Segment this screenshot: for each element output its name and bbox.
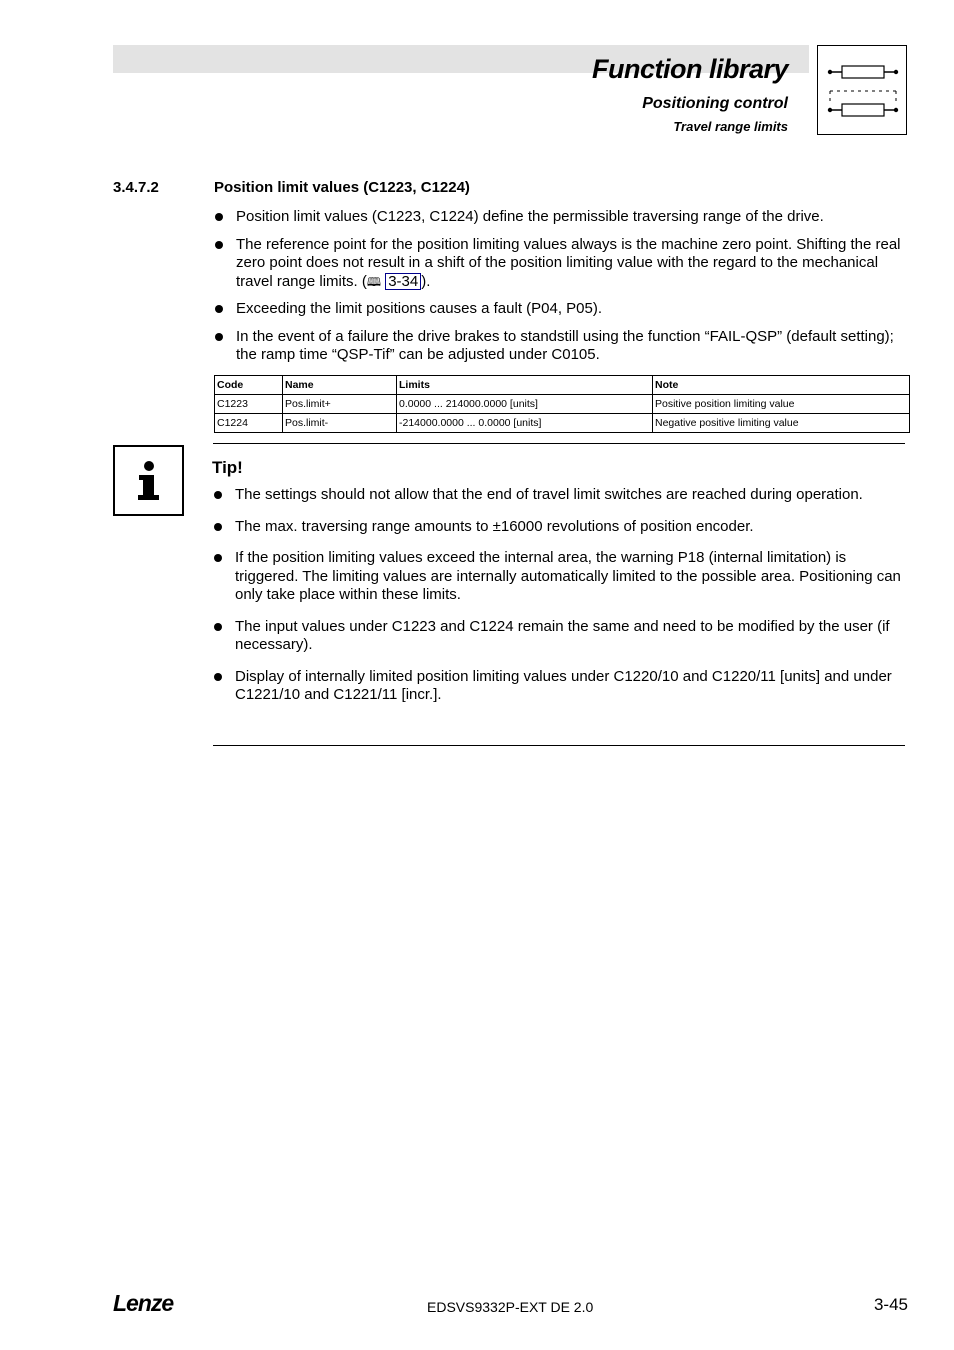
list-item: The settings should not allow that the end of travel limit switches are reached during operation. xyxy=(213,486,905,505)
page-subtitle: Positioning control xyxy=(642,95,788,112)
book-icon: 🕮 xyxy=(366,274,382,289)
list-item: Position limit values (C1223, C1224) define the permissible traversing range of the drive. xyxy=(214,208,904,227)
table-cell: Positive position limiting value xyxy=(653,395,910,414)
section-bullet-list xyxy=(214,208,904,374)
cross-reference-link[interactable]: 3-34 xyxy=(385,273,421,290)
column-header: Limits xyxy=(397,376,653,395)
document-id: EDSVS9332P-EXT DE 2.0 xyxy=(427,1299,594,1315)
table-cell: Pos.limit- xyxy=(283,414,397,433)
column-header: Note xyxy=(653,376,910,395)
tip-top-divider xyxy=(213,443,905,444)
list-item: The max. traversing range amounts to ±16000 revolutions of position encoder. xyxy=(213,518,905,537)
section-title: Position limit values (C1223, C1224) xyxy=(214,179,470,196)
list-item xyxy=(214,236,904,292)
page-title: Function library xyxy=(591,54,788,84)
table-row xyxy=(215,395,910,414)
column-header: Name xyxy=(283,376,397,395)
info-icon xyxy=(113,445,184,516)
table-cell: 0.0000 ... 214000.0000 [units] xyxy=(397,395,653,414)
list-item: Display of internally limited position limiting values under C1220/10 and C1220/11 [units] and under C1221/10 and C1221/11 [incr.]. xyxy=(213,668,905,705)
table-cell: Negative positive limiting value xyxy=(653,414,910,433)
page-subsubtitle: Travel range limits xyxy=(673,119,788,134)
column-header: Code xyxy=(215,376,283,395)
list-item: The input values under C1223 and C1224 remain the same and need to be modified by the user (if necessary). xyxy=(213,618,905,655)
list-item: If the position limiting values exceed the internal area, the warning P18 (internal limitation) is triggered. The limiting values are internally automatically limited to the possible area. Positioning can only take place within these limits. xyxy=(213,549,905,605)
bullet-text: The reference point for the position limiting values always is the machine zero point. Shifting the real zero point does not result in a shift of the position limiting value with the regard to the mechanical travel range limits. ( xyxy=(236,235,901,290)
table-row xyxy=(215,414,910,433)
tip-bottom-divider xyxy=(213,745,905,746)
brand-logo: Lenze xyxy=(113,1290,174,1316)
tip-title: Tip! xyxy=(212,458,243,477)
table-cell: C1224 xyxy=(215,414,283,433)
table-cell: -214000.0000 ... 0.0000 [units] xyxy=(397,414,653,433)
travel-limit-diagram-icon xyxy=(817,45,907,135)
tip-bullet-list xyxy=(213,486,905,718)
parameter-table xyxy=(214,375,910,433)
table-header-row xyxy=(215,376,910,395)
list-item: In the event of a failure the drive brakes to standstill using the function “FAIL-QSP” (default setting); the ramp time “QSP-Tif” can be adjusted under C0105. xyxy=(214,328,904,365)
table-cell: C1223 xyxy=(215,395,283,414)
section-number: 3.4.7.2 xyxy=(113,179,159,196)
page-number: 3-45 xyxy=(873,1295,908,1314)
table-cell: Pos.limit+ xyxy=(283,395,397,414)
bullet-text: ). xyxy=(421,272,431,290)
list-item: Exceeding the limit positions causes a fault (P04, P05). xyxy=(214,300,904,319)
